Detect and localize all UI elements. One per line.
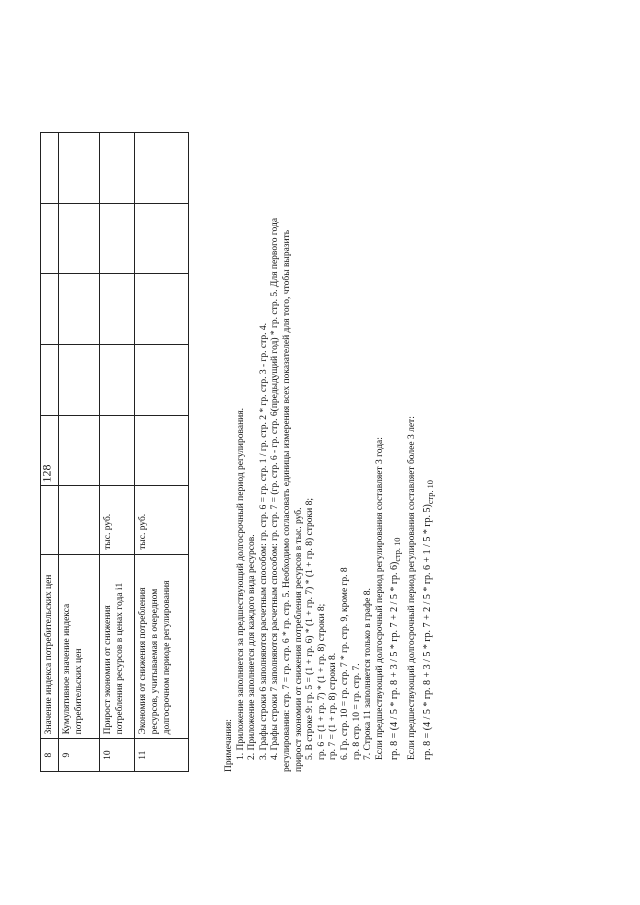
row-name: Прирост экономии от снижения потребления ресурсов в ценах года i1 [100,554,135,739]
table-cell [100,133,135,204]
note-line: прирост экономии от снижения потребления ресурсов в тыс. руб. [293,507,304,772]
table-cell [135,415,189,486]
table-cell [41,274,59,345]
note-line: 5. В строке 9: гр. 5 = (1 + гр. 6) * (1 + гр. 7) * (1 + гр. 8) строки 8; [305,497,316,760]
note-line: 6. Гр. стр. 10 = гр. стр. 7 * гр. стр. 9, кроме гр. 8 [339,567,350,760]
row-name: Кумулятивное значение индекса потребительских цен [59,554,100,739]
row-name: Экономия от снижения потребления ресурсов, учитываемая в очередном долгосрочном периоде регулирования [135,554,189,739]
notes-heading: Примечания: [224,719,234,772]
table-cell [100,415,135,486]
formula-three-years [389,132,404,760]
table-cell [59,274,100,345]
row-number: 8 [41,739,59,772]
table-cell [59,133,100,204]
table-cell [135,274,189,345]
row-number: 10 [100,739,135,772]
table-cell [41,133,59,204]
formula-subscript: стр. 10 [425,480,435,505]
note-line: 2. Приложение заполняется для каждого вида ресурсов. [247,534,258,760]
row-unit [41,486,59,555]
table-cell [59,203,100,274]
rotated-page-content [40,132,600,772]
note-line: гр. 8 стр. 10 = гр. стр. 7. [351,663,362,760]
table-cell [41,344,59,415]
note-line: регулирования: стр. 7 = гр. стр. 6 * гр. стр. 5. Необходимо согласовать единицы измерения всех показателей для того, чтобы выразить [281,229,292,772]
note-line: гр. 7 = (1 + гр. 8) строки 8. [328,652,339,760]
row-number: 11 [135,739,189,772]
table-cell [41,203,59,274]
notes-block [224,132,439,772]
table-cell [135,344,189,415]
row-unit: тыс. руб. [100,486,135,555]
table-row [100,133,135,772]
table-cell [100,274,135,345]
note-line: Если предшествующий долгосрочный период регулирования составляет более 3 лет: [406,416,417,760]
row-number: 9 [59,739,100,772]
formula-text: гр. 8 = (4 / 5 * гр. 8 + 3 / 5 * гр. 7 + 2 / 5 * гр. 6) [389,561,401,760]
note-line: 3. Графы строки 6 заполняются расчетным способом: гр. стр. 6 = гр. стр. 1 / гр. стр. 2 * гр. стр. 3 - гр. стр. 4. [258,322,269,760]
formula-text: гр. 8 = (4 / 5 * гр. 8 + 3 / 5 * гр. 7 + 2 / 5 * гр. 6 + 1 / 5 * гр. 5) [421,504,433,760]
note-line: 1. Приложение заполняется за предшествующий долгосрочный период регулирования. [235,407,246,760]
row-name: Значение индекса потребительских цен [41,554,59,739]
data-table [40,132,189,772]
formula-subscript: стр. 10 [393,537,403,562]
table-cell [59,344,100,415]
table-cell [100,344,135,415]
table-row [41,133,59,772]
table-cell [135,203,189,274]
page-number: 128 [39,464,54,483]
table-cell [59,415,100,486]
table-cell [41,415,59,486]
note-line: 7. Строка 11 заполняется только в графе 8. [363,588,374,760]
formula-more-years [422,132,437,760]
row-unit [59,486,100,555]
table-row [135,133,189,772]
table-row [59,133,100,772]
note-line: Если предшествующий долгосрочный период регулирования составляет 3 года: [374,437,385,760]
note-line: гр. 6 = (1 + гр. 7) * (1 + гр. 8) строки 8; [316,603,327,760]
row-unit: тыс. руб. [135,486,189,555]
table-cell [100,203,135,274]
table-cell [135,133,189,204]
note-line: 4. Графы строки 7 заполняются расчетным способом: гр. стр. 7 = (гр. стр. 6 - гр. стр. 6(предыдущий год) * гр. стр. 5. Для первого года [270,217,281,760]
